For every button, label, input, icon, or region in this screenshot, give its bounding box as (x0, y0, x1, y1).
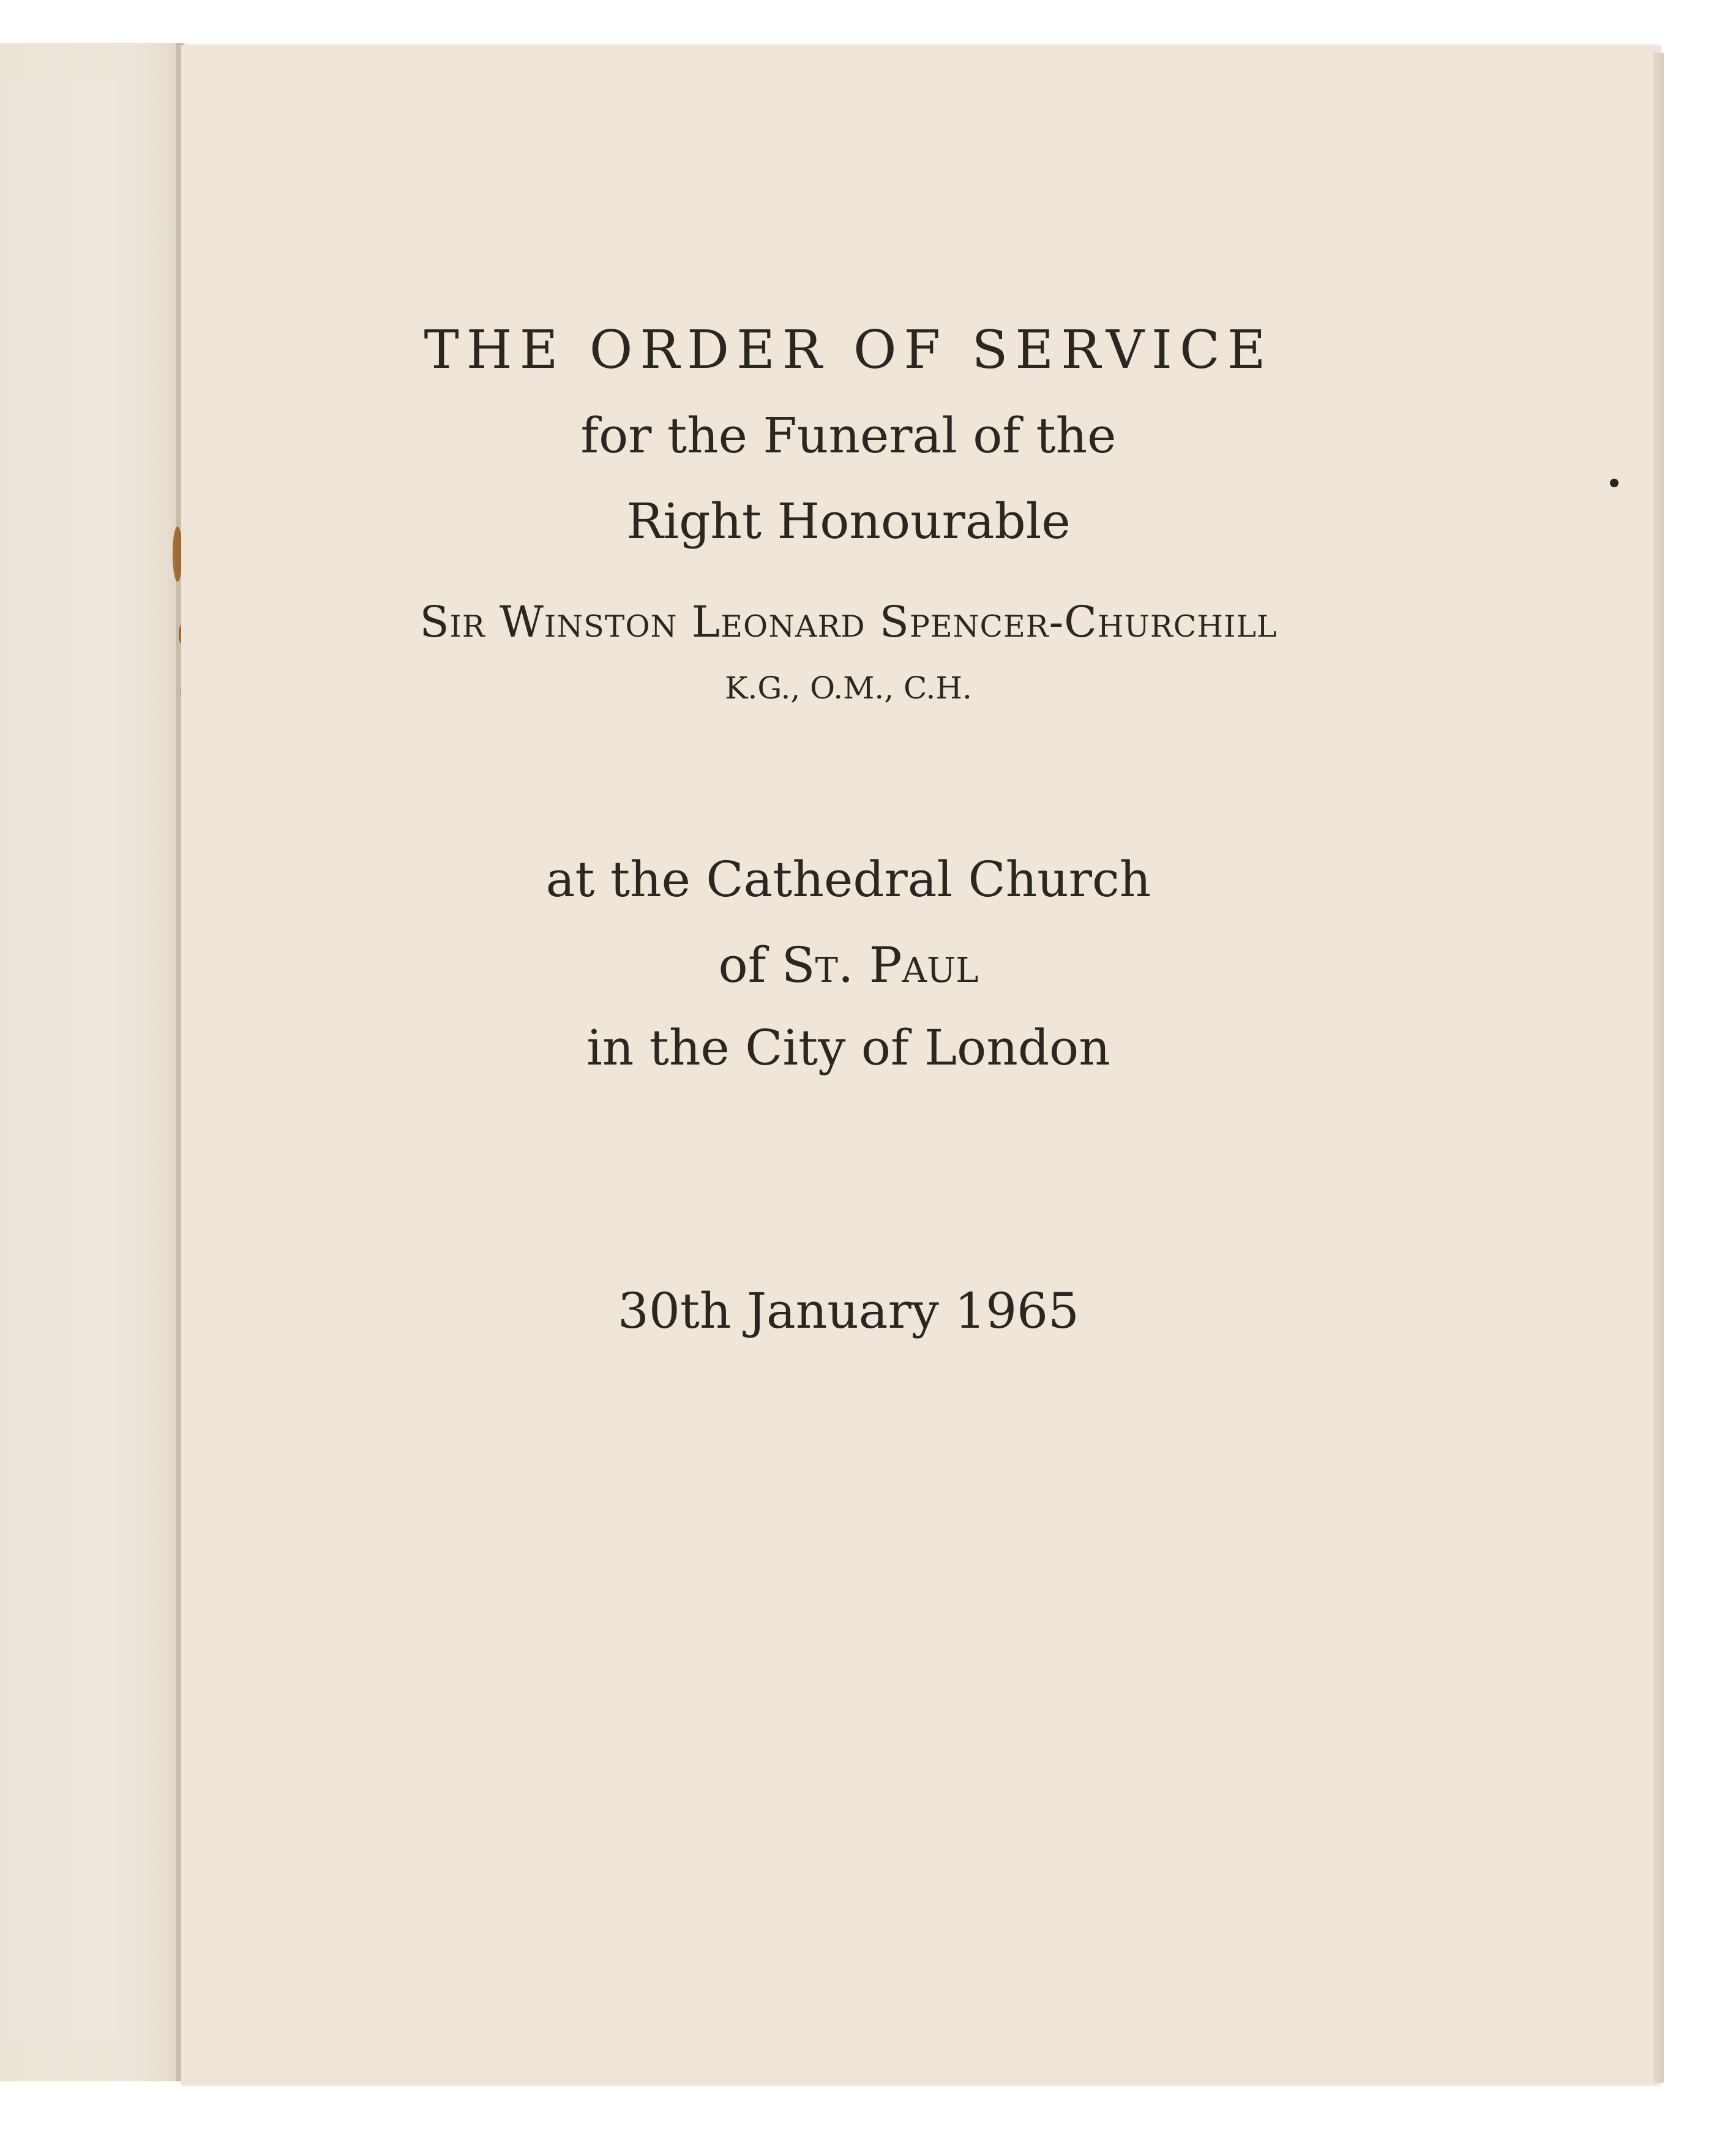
ink-speck (1610, 479, 1619, 487)
service-heading: THE ORDER OF SERVICE (424, 320, 1273, 381)
subtitle-line-2: Right Honourable (626, 493, 1071, 550)
left-page (0, 43, 184, 2081)
subtitle-line-1: for the Funeral of the (580, 407, 1117, 464)
honours: K.G., O.M., C.H. (725, 670, 972, 706)
page-edge (1653, 53, 1664, 2083)
left-page-inner (0, 80, 116, 2038)
cathedral-name: St. Paul (781, 937, 979, 994)
honoree-name: Sir Winston Leonard Spencer-Churchill (419, 597, 1278, 647)
venue-line-2 (181, 937, 1516, 994)
venue-line-2-prefix: of (718, 937, 766, 994)
venue-line-1: at the Cathedral Church (545, 851, 1151, 908)
service-date: 30th January 1965 (618, 1282, 1079, 1339)
venue-line-3: in the City of London (586, 1019, 1110, 1076)
